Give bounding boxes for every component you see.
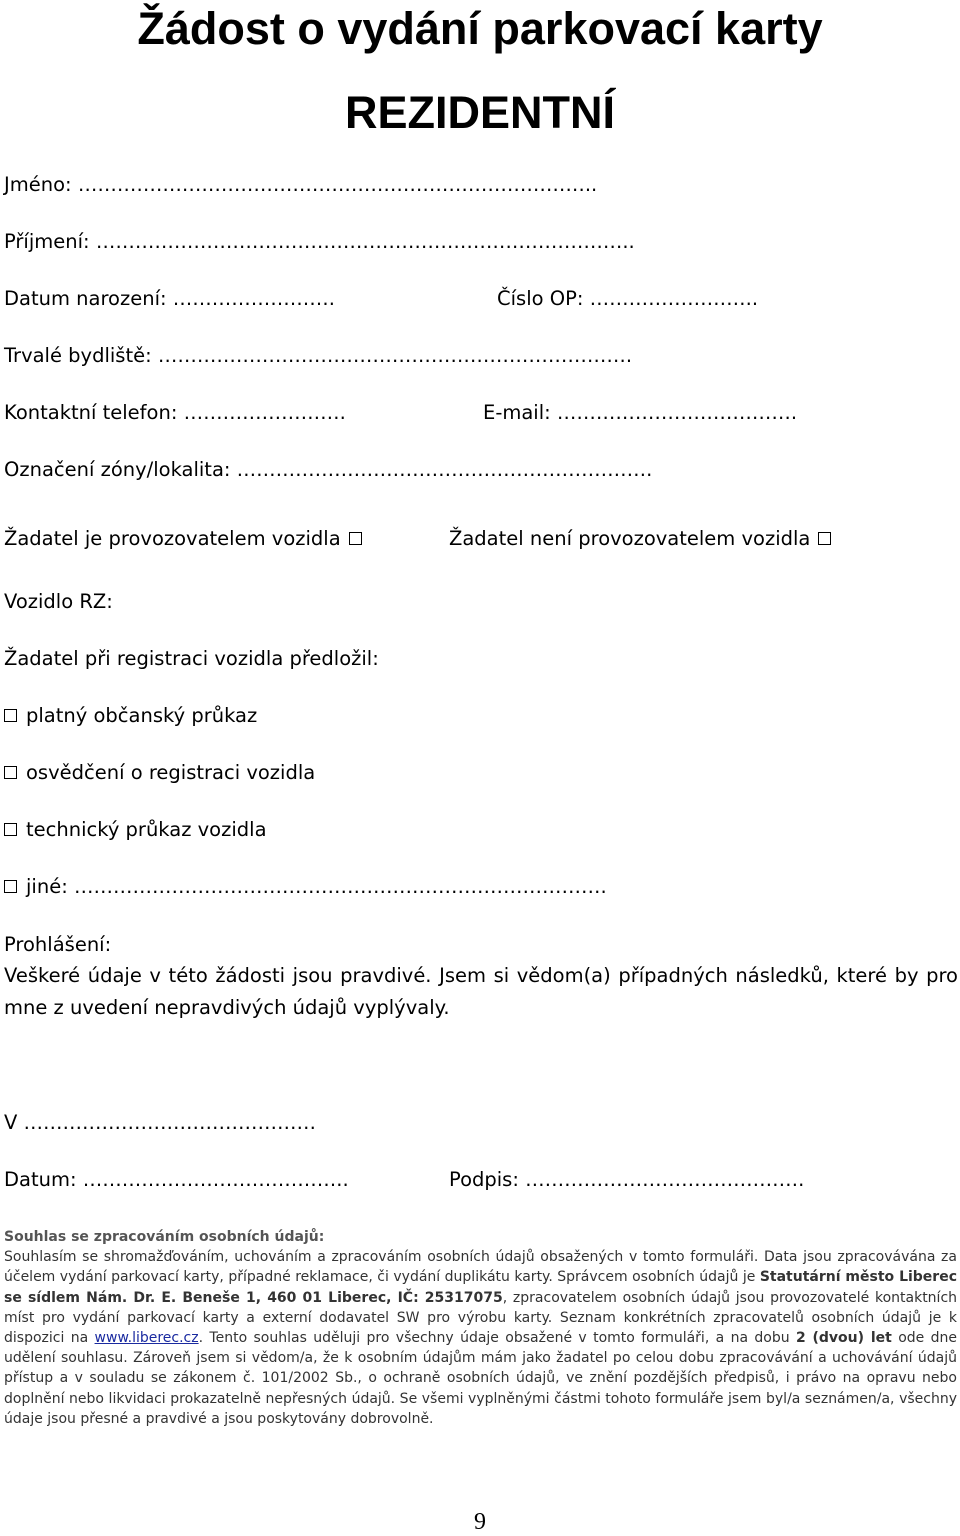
consent-text-1: Souhlasím se shromažďováním, uchováním a zpracováním osobních údajů obsažených v tomto formuláři. Data jsou zpracovávána za účelem vydání parkovací karty, případné reklamace, či vydání duplikátu karty. Správcem osobních údajů je [4, 1249, 957, 1286]
field-oznaceni-zony-dots[interactable]: ………………………………………………………. [236, 458, 653, 481]
checkbox-icon[interactable] [818, 532, 831, 545]
field-date[interactable] [4, 1167, 349, 1193]
documents-heading: Žadatel při registraci vozidla předložil: [4, 647, 379, 670]
checkbox-document-other-label: jiné: [26, 875, 68, 898]
field-trvale-bydliste-dots[interactable]: ………………………………………………………………. [157, 344, 633, 367]
field-kontaktni-telefon[interactable] [4, 400, 346, 426]
field-datum-narozeni[interactable] [4, 286, 335, 312]
field-cislo-op-label: Číslo OP: [497, 287, 584, 310]
field-other-dots[interactable]: ………………………………………………………………………. [73, 875, 607, 898]
checkbox-icon[interactable] [349, 532, 362, 545]
checkbox-document-op-label: platný občanský průkaz [26, 704, 258, 727]
checkbox-is-operator-label: Žadatel je provozovatelem vozidla [4, 527, 341, 550]
field-cislo-op[interactable] [497, 286, 758, 312]
checkbox-document-technical-label: technický průkaz vozidla [26, 818, 267, 841]
checkbox-not-operator-label: Žadatel není provozovatelem vozidla [449, 527, 811, 550]
field-email-label: E-mail: [483, 401, 551, 424]
checkbox-document-registration[interactable] [4, 760, 315, 786]
field-prijmeni-dots[interactable]: ……………………………………………………………………….. [95, 230, 635, 253]
checkbox-document-other[interactable] [4, 874, 607, 900]
checkbox-document-technical[interactable] [4, 817, 267, 843]
page-subtitle: REZIDENTNÍ [345, 87, 615, 138]
consent-heading: Souhlas se zpracováním osobních údajů: [4, 1229, 325, 1245]
field-vozidlo-rz-label: Vozidlo RZ: [4, 590, 113, 613]
field-place-label: V [4, 1111, 18, 1134]
field-oznaceni-zony[interactable] [4, 457, 652, 483]
field-date-dots[interactable]: ………………………………….. [82, 1168, 349, 1191]
field-trvale-bydliste-label: Trvalé bydliště: [4, 344, 152, 367]
consent-controller: Statutární město Liberec se sídlem Nám. Dr. E. Beneše 1, 460 01 Liberec, IČ: 25317075 [4, 1269, 958, 1306]
field-signature-label: Podpis: [449, 1168, 519, 1191]
checkbox-document-op[interactable] [4, 703, 257, 729]
page-title: Žádost o vydání parkovací karty [137, 3, 823, 54]
field-prijmeni[interactable] [4, 229, 635, 255]
declaration-text: Veškeré údaje v této žádosti jsou pravdivé. Jsem si vědom(a) případných následků, které by pro mne z uvedení nepravdivých údajů vyplývaly. [4, 964, 958, 1019]
field-cislo-op-dots[interactable]: …………………….. [589, 287, 759, 310]
checkbox-icon[interactable] [4, 880, 17, 893]
field-datum-narozeni-dots[interactable]: ……………………. [172, 287, 335, 310]
page-number: 9 [474, 1509, 486, 1535]
field-email[interactable] [483, 400, 797, 426]
field-date-label: Datum: [4, 1168, 77, 1191]
field-place-dots[interactable]: ……………………………………… [23, 1111, 317, 1134]
checkbox-not-operator[interactable] [449, 526, 831, 552]
field-jmeno-dots[interactable]: …………………………………………………………………….. [77, 173, 598, 196]
field-oznaceni-zony-label: Označení zóny/lokalita: [4, 458, 231, 481]
checkbox-icon[interactable] [4, 823, 17, 836]
consent-text-4: ode dne udělení souhlasu. Zároveň jsem si vědom/a, že k osobním údajům mám jako žadatel po celou dobu zpracovávání a uchovávání údajů přístup a v souladu se zákonem č. 101/2002 Sb., o ochraně osobních údajů, ve znění pozdějších předpisů, i právo na opravu nebo doplnění nebo likvidaci prokazatelně nepřesných údajů. Se všemi vyplněnými částmi tohoto formuláře jsem byl/a seznámen/a, všechny údaje jsou přesné a pravdivé a jsou poskytovány dobrovolně. [4, 1330, 957, 1427]
field-vozidlo-rz[interactable] [4, 589, 113, 615]
consent-link[interactable]: www.liberec.cz [94, 1330, 199, 1347]
consent-text-2: , zpracovatelem osobních údajů jsou provozovatelé kontaktních míst pro vydání parkovací karty a externí dodavatel SW pro výrobu karty. Seznam konkrétních zpracovatelů osobních údajů je k dispozici na [4, 1289, 958, 1347]
consent-duration: 2 (dvou) let [795, 1330, 892, 1347]
field-kontaktni-telefon-dots[interactable]: ……………………. [183, 401, 346, 424]
consent-text-3: . Tento souhlas uděluji pro všechny údaje obsažené v tomto formuláři, a na dobu [198, 1330, 796, 1347]
field-signature[interactable] [449, 1167, 804, 1193]
checkbox-icon[interactable] [4, 709, 17, 722]
checkbox-document-registration-label: osvědčení o registraci vozidla [26, 761, 316, 784]
field-prijmeni-label: Příjmení: [4, 230, 90, 253]
field-jmeno-label: Jméno: [4, 173, 72, 196]
field-kontaktni-telefon-label: Kontaktní telefon: [4, 401, 178, 424]
field-email-dots[interactable]: ………………………………. [556, 401, 798, 424]
declaration-heading: Prohlášení: [4, 933, 112, 956]
field-signature-dots[interactable]: ……………………………………. [525, 1168, 805, 1191]
checkbox-is-operator[interactable] [4, 526, 362, 552]
field-place[interactable] [4, 1110, 316, 1136]
field-datum-narozeni-label: Datum narození: [4, 287, 167, 310]
field-trvale-bydliste[interactable] [4, 343, 632, 369]
field-jmeno[interactable] [4, 172, 597, 198]
checkbox-icon[interactable] [4, 766, 17, 779]
consent-section [4, 1227, 957, 1429]
